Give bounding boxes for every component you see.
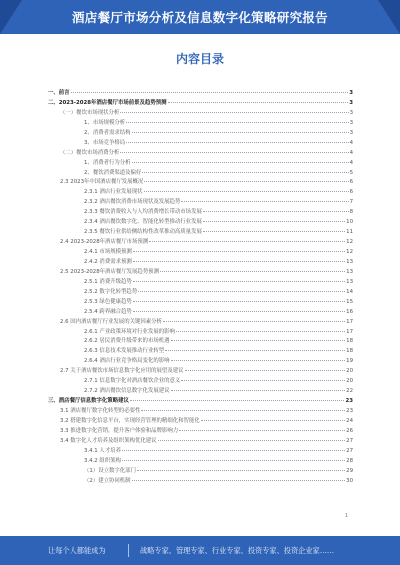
toc-leader-dots — [149, 236, 345, 242]
toc-leader-dots — [120, 107, 348, 113]
toc-leader-dots — [203, 216, 345, 222]
toc-leader-dots — [165, 345, 345, 351]
toc-entry-page: 6 — [349, 189, 353, 196]
toc-entry-page: 16 — [346, 308, 353, 315]
toc-leader-dots — [137, 465, 345, 471]
toc-entry-label: 2.5.3 绿色健康趋势 — [84, 298, 132, 305]
toc-entry-page: 24 — [346, 417, 353, 424]
toc-leader-dots — [133, 276, 345, 282]
toc-leader-dots — [133, 246, 345, 252]
toc-entry-page: 18 — [346, 348, 353, 355]
toc-leader-dots — [144, 176, 348, 182]
toc-leader-dots — [126, 137, 348, 143]
toc-entry-page: 30 — [346, 477, 353, 484]
header-accent-right — [378, 0, 400, 34]
toc-leader-dots — [158, 435, 346, 441]
toc-entry-page: 14 — [346, 288, 353, 295]
toc-entry-page: 3 — [349, 129, 353, 136]
footer-slogan-right: 战略专家、管理专家、行业专家、投资专家、投资企业家…… — [140, 545, 335, 555]
toc-entry-page: 20 — [346, 378, 353, 385]
toc-entry-label: 2.5.1 消费升级趋势 — [84, 278, 132, 285]
toc-leader-dots — [130, 395, 345, 401]
toc-entry-label: 3.4 数字化人才培养及组织架构优化建议 — [60, 437, 157, 444]
toc-leader-dots — [203, 206, 349, 212]
page-header — [0, 0, 400, 34]
toc-leader-dots — [171, 335, 346, 341]
page-number: 1 — [344, 513, 348, 519]
toc-entry-page: 29 — [346, 467, 353, 474]
toc-leader-dots — [203, 226, 345, 232]
toc-entry-page: 23 — [346, 408, 353, 414]
toc-entry-page: 7 — [349, 199, 353, 206]
footer-slogan-left: 让每个人都能成为 — [48, 545, 106, 555]
toc-entry-page: 18 — [346, 338, 353, 345]
toc-entry-page: 5 — [349, 169, 353, 176]
toc-leader-dots — [185, 365, 346, 371]
toc-title: 内容目录 — [175, 52, 224, 66]
toc-entry-label: 2.3.2 酒店餐饮消费市场现状及发展趋势 — [84, 199, 181, 206]
toc-entry-label: 3、市场竞争格局 — [84, 139, 126, 146]
toc-entry-label: （2）建立协同机制 — [84, 477, 131, 484]
toc-entry-label: （1）设立数字化部门 — [84, 467, 136, 474]
toc-entry-page: 3 — [349, 99, 353, 106]
toc-entry-label: 2.6.1 产业政策环境对行业发展的影响 — [84, 328, 175, 335]
toc-entry-page: 15 — [346, 298, 353, 305]
toc-entry-page: 13 — [346, 258, 353, 265]
toc-leader-dots — [168, 97, 349, 103]
toc-entry-page: 19 — [346, 358, 353, 365]
toc-entry-page: 13 — [346, 278, 353, 285]
toc-leader-dots — [171, 355, 346, 361]
page-footer — [0, 536, 400, 565]
toc-entry-page: 6 — [349, 179, 353, 186]
toc-entry-page: 12 — [346, 249, 353, 255]
toc-leader-dots — [144, 186, 349, 192]
toc-leader-dots — [181, 196, 348, 202]
toc-leader-dots — [179, 425, 345, 431]
toc-entry-page: 4 — [349, 149, 353, 156]
toc-entry-label: 2.4 2023-2028年酒店餐厅市场预测 — [60, 239, 149, 246]
toc-leader-dots — [163, 316, 345, 322]
toc-leader-dots — [133, 306, 345, 312]
toc-entry-page: 17 — [346, 318, 353, 325]
toc-entry-label: 2.7 关于酒店餐饮市场信息数字化应用的展望及建议 — [60, 368, 184, 375]
toc-entry-label: 三、酒店餐厅信息数字化策略建议 — [48, 398, 129, 405]
toc-leader-dots — [181, 375, 345, 381]
toc-entry-label: 2.4.1 市场规模预测 — [84, 249, 132, 255]
toc-leader-dots — [122, 455, 345, 461]
toc-entry-label: 2.6 国内酒店餐厅行业发展的关键因素分析 — [60, 318, 162, 325]
toc-entry-label: （二）餐饮市场消费分析 — [60, 149, 120, 156]
toc-entry-label: 3.1 酒店餐厅数字化转型的必要性 — [60, 408, 141, 414]
toc-entry-label: 3.2 搭建数字化信息平台，实现经营管理的精细化和智能化 — [60, 417, 200, 424]
toc-entry-page: 12 — [346, 239, 353, 246]
toc-leader-dots — [133, 296, 345, 302]
toc-leader-dots — [132, 127, 349, 133]
toc-entry-page: 20 — [346, 368, 353, 375]
toc-entry-label: 2.5.4 跨界融合趋势 — [84, 308, 132, 315]
toc-leader-dots — [176, 326, 345, 332]
toc-leader-dots — [122, 445, 345, 451]
report-title: 酒店餐厅市场分析及信息数字化策略研究报告 — [71, 10, 328, 25]
toc-entry-page: 3 — [349, 119, 353, 126]
toc-entry-label: 3.4.1 人才培养 — [84, 447, 121, 454]
toc-entry-label: 1、消费者行为分析 — [84, 159, 131, 166]
toc-leader-dots — [133, 256, 345, 262]
toc-entry[interactable] — [48, 476, 353, 486]
toc-entry-page: 11 — [346, 229, 353, 236]
toc-entry-label: 2.6.3 信息技术发展推动行业转型 — [84, 348, 165, 355]
toc-entry-label: 2.3 2023年中国酒店餐厅发展概况 — [60, 179, 144, 186]
toc-entry-label: 2.7.2 酒店餐饮信息数字化发展建议 — [84, 388, 170, 395]
toc-entry-label: 2.5.2 数字化转型趋势 — [84, 288, 138, 295]
toc-entry-page: 26 — [346, 427, 353, 434]
toc-entry-page: 17 — [346, 328, 353, 335]
toc-entry-label: 2.3.1 酒店行业发展现状 — [84, 189, 143, 196]
toc-entry-page: 23 — [345, 398, 353, 405]
toc-entry-label: 2.5 2023-2028年酒店餐厅发展趋势预测 — [60, 268, 159, 275]
toc-entry-page: 3 — [349, 90, 353, 96]
toc-entry-page: 10 — [346, 219, 353, 226]
toc-leader-dots — [120, 147, 348, 153]
toc-leader-dots — [142, 167, 348, 173]
toc-entry-label: 二、2023-2028年酒店餐厅市场前景及趋势预测 — [48, 99, 167, 106]
footer-divider — [128, 544, 129, 557]
toc-entry-page: 28 — [346, 457, 353, 464]
toc-leader-dots — [171, 385, 346, 391]
toc-leader-dots — [71, 87, 349, 93]
toc-leader-dots — [132, 475, 346, 481]
toc-entry-label: 1、市场规模分析 — [84, 119, 126, 126]
toc-entry-page: 4 — [349, 139, 353, 146]
toc-leader-dots — [132, 157, 349, 163]
toc-leader-dots — [126, 117, 348, 123]
toc-entry-label: 2.4.2 消费需求预测 — [84, 258, 132, 265]
toc-entry-page: 13 — [346, 268, 353, 275]
toc-leader-dots — [160, 266, 345, 272]
toc-entry-page: 8 — [349, 209, 353, 216]
toc-entry-label: 2.3.3 餐饮消费收入与人均消费增长带动市场发展 — [84, 209, 202, 216]
toc-entry-label: 2.7.1 信息数字化对酒店餐饮企业的意义 — [84, 378, 181, 385]
toc-leader-dots — [138, 286, 345, 292]
toc-leader-dots — [141, 405, 345, 411]
toc-entry-label: 一、前言 — [48, 90, 70, 96]
toc-entry-page: 4 — [349, 159, 353, 166]
toc-entry-label: 2、消费者需求结构 — [84, 129, 131, 136]
toc-entry-page: 27 — [346, 437, 353, 444]
toc-entry-label: 2.3.4 酒店餐饮数字化、智能化转型推动行业发展 — [84, 219, 202, 226]
toc-entry-label: 2.6.2 居民消费升级带来的市场机遇 — [84, 338, 170, 345]
toc-entry-label: 3.3 推进数字化营销，提升客户体验和品牌影响力 — [60, 427, 179, 434]
table-of-contents — [48, 88, 353, 486]
toc-entry-page: 22 — [346, 388, 353, 395]
toc-entry-label: （一）餐饮市场现状分析 — [60, 109, 120, 116]
toc-entry-page: 27 — [346, 447, 353, 454]
toc-entry-label: 2.3.5 餐饮行业供给侧结构性改革推动高质量发展 — [84, 229, 202, 236]
toc-entry-page: 3 — [349, 109, 353, 116]
toc-entry-label: 3.4.2 组织架构 — [84, 457, 121, 464]
toc-entry-label: 2、餐饮消费渠道及偏好 — [84, 169, 142, 176]
header-accent-left — [0, 0, 22, 34]
toc-leader-dots — [201, 415, 345, 421]
toc-entry-label: 2.6.4 酒店行业竞争格局变化的影响 — [84, 358, 170, 365]
